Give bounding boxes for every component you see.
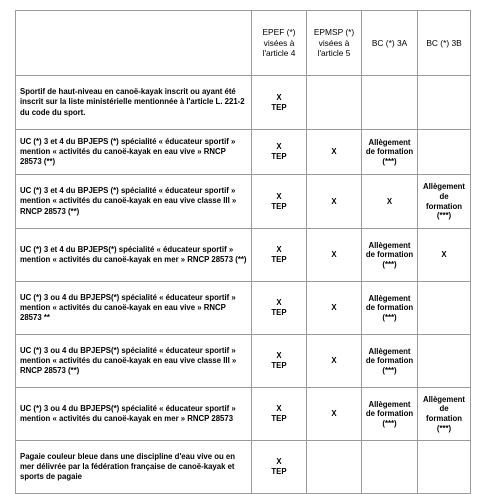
cell-epef: X TEP <box>252 175 307 229</box>
row-description: UC (*) 3 ou 4 du BPJEPS(*) spécialité « éducateur sportif » mention « activités du canoë-kayak en mer » RNCP 28573 <box>16 388 252 441</box>
row-description: UC (*) 3 ou 4 du BPJEPS(*) spécialité « éducateur sportif » mention « activités du canoë-kayak en eau vive classe III » RNCP 28573 (**) <box>16 335 252 388</box>
table-header-row <box>16 11 471 76</box>
cell-epef: X TEP <box>252 441 307 494</box>
cell-epmsp: X <box>307 282 362 335</box>
cell-bc-3a: X <box>362 175 418 229</box>
cell-epmsp: X <box>307 388 362 441</box>
cell-bc-3b <box>418 282 471 335</box>
cell-bc-3b <box>418 76 471 130</box>
cell-bc-3b: Allègement de formation (***) <box>418 388 471 441</box>
cell-epmsp <box>307 441 362 494</box>
table-row <box>16 441 471 494</box>
cell-bc-3b <box>418 335 471 388</box>
cell-epef: X TEP <box>252 388 307 441</box>
cell-bc-3a <box>362 76 418 130</box>
cell-epef: X TEP <box>252 229 307 282</box>
cell-epef: X TEP <box>252 282 307 335</box>
cell-bc-3a: Allègement de formation (***) <box>362 130 418 175</box>
row-description: UC (*) 3 et 4 du BPJEPS(*) spécialité « éducateur sportif » mention « activités du canoë-kayak en mer » RNCP 28573 (**) <box>16 229 252 282</box>
cell-bc-3a: Allègement de formation (***) <box>362 388 418 441</box>
header-epmsp: EPMSP (*) visées à l'article 5 <box>307 11 362 76</box>
row-description: Pagaie couleur bleue dans une discipline d'eau vive ou en mer délivrée par la fédération française de canoë-kayak et sports de pagaie <box>16 441 252 494</box>
cell-bc-3a: Allègement de formation (***) <box>362 282 418 335</box>
table-row <box>16 175 471 229</box>
table-row <box>16 335 471 388</box>
table-row <box>16 282 471 335</box>
row-description: UC (*) 3 ou 4 du BPJEPS(*) spécialité « éducateur sportif » mention « activités du canoë-kayak en eau vive » RNCP 28573 ** <box>16 282 252 335</box>
cell-bc-3b <box>418 130 471 175</box>
cell-bc-3b: X <box>418 229 471 282</box>
header-bc-3b: BC (*) 3B <box>418 11 471 76</box>
cell-bc-3b: Allègement de formation (***) <box>418 175 471 229</box>
cell-bc-3a: Allègement de formation (***) <box>362 229 418 282</box>
header-epef: EPEF (*) visées à l'article 4 <box>252 11 307 76</box>
header-bc-3a: BC (*) 3A <box>362 11 418 76</box>
row-description: UC (*) 3 et 4 du BPJEPS (*) spécialité « éducateur sportif » mention « activités du canoë-kayak en eau vive » RNCP 28573 (**) <box>16 130 252 175</box>
table-row <box>16 130 471 175</box>
cell-epmsp: X <box>307 335 362 388</box>
cell-bc-3a <box>362 441 418 494</box>
cell-bc-3b <box>418 441 471 494</box>
cell-epmsp: X <box>307 130 362 175</box>
cell-epef: X TEP <box>252 130 307 175</box>
row-description: UC (*) 3 et 4 du BPJEPS (*) spécialité « éducateur sportif » mention « activités du canoë-kayak en eau vive classe III » RNCP 28573 (**) <box>16 175 252 229</box>
cell-epmsp: X <box>307 229 362 282</box>
cell-epmsp <box>307 76 362 130</box>
header-description <box>16 11 252 76</box>
table-row <box>16 388 471 441</box>
row-description: Sportif de haut-niveau en canoë-kayak inscrit ou ayant été inscrit sur la liste ministérielle mentionnée à l'article L. 221-2 du code du sport. <box>16 76 252 130</box>
cell-epef: X TEP <box>252 335 307 388</box>
cell-epef: X TEP <box>252 76 307 130</box>
table-row <box>16 76 471 130</box>
table-row <box>16 229 471 282</box>
qualification-equivalence-table <box>15 10 471 494</box>
cell-epmsp: X <box>307 175 362 229</box>
cell-bc-3a: Allègement de formation (***) <box>362 335 418 388</box>
